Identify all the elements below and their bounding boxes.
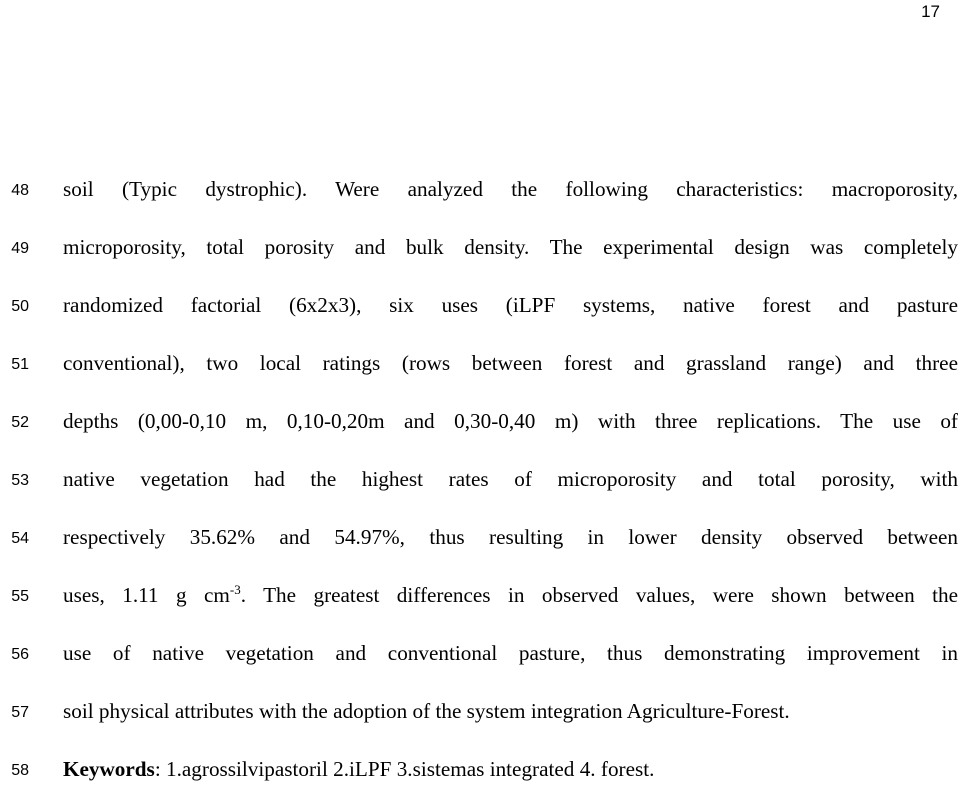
line-number: 54 — [11, 530, 29, 547]
line-number: 58 — [11, 762, 29, 779]
line-number: 51 — [11, 356, 29, 373]
density-value-text: uses, 1.11 g cm — [63, 583, 230, 607]
abstract-line: use of native vegetation and conventional pasture, thus demonstrating improvement in — [63, 641, 958, 665]
abstract-line-continuation: . The greatest differences in observed values, were shown between the — [240, 583, 958, 607]
abstract-line: depths (0,00-0,10 m, 0,10-0,20m and 0,30-0,40 m) with three replications. The use of — [63, 409, 958, 433]
keywords-label: Keywords — [63, 757, 155, 781]
abstract-line: respectively 35.62% and 54.97%, thus resulting in lower density observed between — [63, 525, 958, 549]
abstract-line: microporosity, total porosity and bulk density. The experimental design was completely — [63, 235, 958, 259]
abstract-line: conventional), two local ratings (rows between forest and grassland range) and three — [63, 351, 958, 375]
abstract-line: soil (Typic dystrophic). Were analyzed the following characteristics: macroporosity, — [63, 177, 958, 201]
abstract-line: native vegetation had the highest rates of microporosity and total porosity, with — [63, 467, 958, 491]
line-number: 50 — [11, 298, 29, 315]
keywords-line — [63, 757, 958, 782]
line-number: 55 — [11, 588, 29, 605]
abstract-line: randomized factorial (6x2x3), six uses (iLPF systems, native forest and pasture — [63, 293, 958, 317]
line-number: 48 — [11, 182, 29, 199]
line-number: 56 — [11, 646, 29, 663]
line-number: 49 — [11, 240, 29, 257]
page-number: 17 — [921, 2, 940, 21]
line-number: 57 — [11, 704, 29, 721]
density-unit-exponent: -3 — [229, 581, 241, 597]
abstract-line: soil physical attributes with the adoption of the system integration Agriculture-Forest. — [63, 699, 790, 723]
line-number: 53 — [11, 472, 29, 489]
line-number: 52 — [11, 414, 29, 431]
abstract-line — [63, 583, 958, 608]
keywords-list: : 1.agrossilvipastoril 2.iLPF 3.sistemas integrated 4. forest. — [154, 757, 655, 781]
